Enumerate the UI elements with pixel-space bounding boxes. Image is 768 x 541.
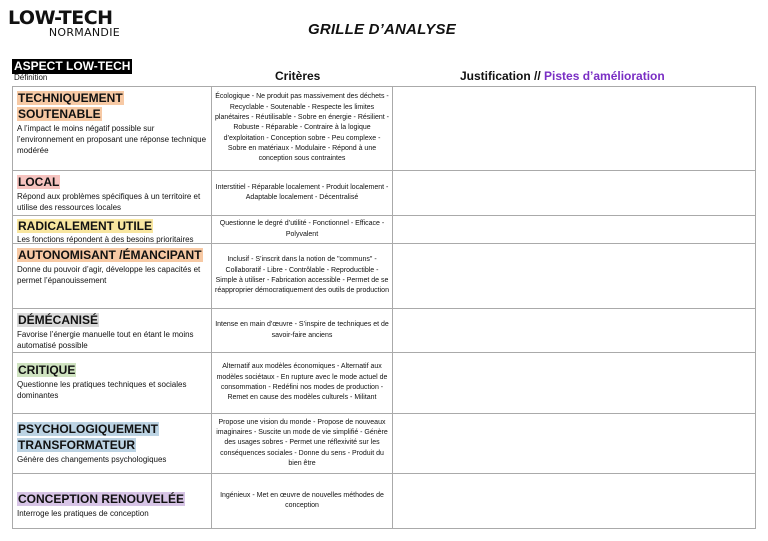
justification-cell[interactable] bbox=[393, 87, 756, 171]
aspect-cell bbox=[13, 87, 212, 171]
aspect-cell bbox=[13, 353, 212, 414]
aspect-cell bbox=[13, 216, 212, 244]
criteria-text: Ingénieux - Met en œuvre de nouvelles méthodes de conception bbox=[220, 491, 384, 509]
grid-row bbox=[13, 171, 756, 216]
justification-cell[interactable] bbox=[393, 309, 756, 353]
criteria-text: Interstitiel - Réparable localement - Produit localement - Adaptable localement - Décentralisé bbox=[215, 183, 389, 201]
aspect-description: Questionne les pratiques techniques et sociales dominantes bbox=[17, 380, 187, 400]
header-criteres: Critères bbox=[275, 69, 321, 83]
aspect-cell bbox=[13, 474, 212, 529]
aspect-cell bbox=[13, 414, 212, 474]
grid-row bbox=[13, 353, 756, 414]
justification-cell[interactable] bbox=[393, 216, 756, 244]
grid-row bbox=[13, 474, 756, 529]
criteria-text: Propose une vision du monde - Propose de nouveaux imaginaires - Suscite un mode de vie simplifié - Génère des usages sobres - Permet une réflexivité sur les conséquences sociales - Donne du sens - Produit du bien être bbox=[216, 418, 388, 467]
analysis-grid bbox=[12, 86, 756, 529]
criteria-cell bbox=[212, 474, 393, 529]
logo-main-text: LOW-TECH bbox=[8, 7, 113, 29]
logo-sub-text: NORMANDIE bbox=[48, 26, 120, 39]
aspect-name: DÉMÉCANISÉ bbox=[18, 313, 99, 327]
header-pistes-label: Pistes d’amélioration bbox=[544, 69, 665, 83]
criteria-text: Inclusif - S’inscrit dans la notion de "communs" - Collaboratif - Libre - Contrôlable - Reproductible - Simple à utiliser - Fabrication accessible - Permet de se réapproprier démocratiquement des outils de production bbox=[215, 256, 389, 295]
aspect-cell bbox=[13, 309, 212, 353]
criteria-text: Alternatif aux modèles économiques - Alternatif aux modèles sociétaux - En rupture avec le mode actuel de consommation - Redéfini nos modes de production - Remet en cause des modèles culturels - Militant bbox=[216, 363, 388, 402]
criteria-text: Questionne le degré d’utilité - Fonctionnel - Efficace - Polyvalent bbox=[219, 220, 385, 238]
grid-row bbox=[13, 414, 756, 474]
criteria-cell bbox=[212, 414, 393, 474]
criteria-cell bbox=[212, 353, 393, 414]
aspect-description: Répond aux problèmes spécifiques à un territoire et utilise des ressources locales bbox=[17, 192, 201, 212]
header-aspect: ASPECT LOW-TECH bbox=[14, 59, 131, 73]
aspect-name: LOCAL bbox=[18, 175, 60, 189]
criteria-text: Intense en main d’œuvre - S’inspire de techniques et de savoir-faire anciens bbox=[215, 321, 389, 339]
justification-cell[interactable] bbox=[393, 244, 756, 309]
aspect-description: Donne du pouvoir d’agir, développe les capacités et permet l’épanouissement bbox=[17, 265, 201, 285]
criteria-cell bbox=[212, 244, 393, 309]
logo bbox=[8, 9, 120, 39]
header-justification bbox=[460, 69, 665, 83]
aspect-description: Génère des changements psychologiques bbox=[17, 455, 167, 464]
grid-row bbox=[13, 216, 756, 244]
aspect-description: Favorise l’énergie manuelle tout en étant le moins automatisé possible bbox=[17, 330, 194, 350]
aspect-cell bbox=[13, 171, 212, 216]
aspect-description: Les fonctions répondent à des besoins prioritaires bbox=[17, 235, 194, 244]
header-definition: Définition bbox=[14, 73, 48, 82]
justification-cell[interactable] bbox=[393, 353, 756, 414]
page-title: GRILLE D’ANALYSE bbox=[308, 21, 456, 38]
aspect-name: RADICALEMENT UTILE bbox=[18, 219, 152, 233]
justification-cell[interactable] bbox=[393, 474, 756, 529]
aspect-description: Interroge les pratiques de conception bbox=[17, 509, 149, 518]
criteria-text: Écologique - Ne produit pas massivement des déchets - Recyclable - Soutenable - Respecte les limites planétaires - Réutilisable - Sobre en énergie - Résilient - Robuste - Réparable - Contraire à la logique d’exploitation - Conception sobre - Peu complexe - Sobre en matériaux - Modulaire - Répond à une conception sous contraintes bbox=[215, 93, 389, 163]
grid-row bbox=[13, 87, 756, 171]
aspect-name: CRITIQUE bbox=[18, 363, 76, 377]
aspect-description: A l’impact le moins négatif possible sur l’environnement en proposant une réponse technique modérée bbox=[17, 124, 207, 155]
criteria-cell bbox=[212, 309, 393, 353]
criteria-cell bbox=[212, 87, 393, 171]
justification-cell[interactable] bbox=[393, 171, 756, 216]
grid-row bbox=[13, 309, 756, 353]
header-justification-label: Justification // bbox=[460, 69, 545, 83]
justification-cell[interactable] bbox=[393, 414, 756, 474]
aspect-name: PSYCHOLOGIQUEMENT TRANSFORMATEUR bbox=[18, 422, 159, 452]
criteria-cell bbox=[212, 171, 393, 216]
aspect-name: CONCEPTION RENOUVELÉE bbox=[18, 492, 185, 506]
aspect-name: AUTONOMISANT /ÉMANCIPANT bbox=[18, 248, 202, 262]
criteria-cell bbox=[212, 216, 393, 244]
grid-row bbox=[13, 244, 756, 309]
aspect-cell bbox=[13, 244, 212, 309]
aspect-name: TECHNIQUEMENT SOUTENABLE bbox=[18, 91, 123, 121]
